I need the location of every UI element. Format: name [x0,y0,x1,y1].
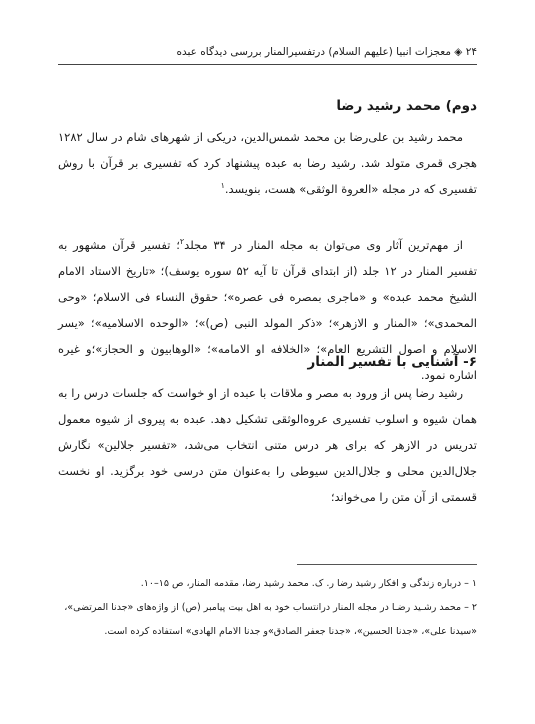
footnote: ۱ – درباره زندگی و افکار رشید رضا ر. ک. محمد رشید رضا، مقدمه المنار، ص ۱۵–۱۰. [140,578,477,589]
header-rule [58,64,477,65]
paragraph: رشید رضا پس از ورود به مصر و ملاقات با عبده از او خواست که جلسات درس را به همان شیوه و اسلوب تفسیری عروه‌الوثقی تشکیل دهد. عبده به پیروی از شیوه معمول تدریس در الازهر که برای هر درس متنی انتخاب می‌شد، «تفسیر جلالین» نگارش جلال‌الدین محلی و جلال‌الدین سیوطی را به‌عنوان متن درسی خود برگزید. او نخست قسمتی از آن متن را می‌خواند؛ [58,386,477,504]
footnote: ۲ – محمد رشـید رضـا در مجله المنار درانتساب خود به اهل بیت پیامبر (ص) از واژه‌های «جدنا المرتضی»، [64,602,477,613]
paragraph-text: ؛ تفسیر قرآن مشهور به تفسیر المنار در ۱۲ جلد (از ابتدای قرآن تا آیه ۵۲ سوره یوسف)؛ «تاریخ الاستاد الامام الشیخ محمد عبده» و «ماجری بمصره فی عصره»؛ حقوق النساء فی الاسلام؛ «وحی المحمدی»؛ «المنار و الازهر»؛ «ذکر المولد النبی (ص)»؛ «الوحده الاسلامیه»؛ «یسر الاسلام و اصول التشریع العام»؛ «الخلافه او الامامه»؛ «الوهابیون و الحجاز»؛و غیره اشاره نمود. [58,238,478,382]
section-tafsir-almanar [58,352,477,510]
footnote-marker: ۱ [220,181,225,191]
running-header: ۲۴ ◈ معجزات انبیا (علیهم السلام) درتفسیرالمنار بررسی دیدگاه عبده [176,46,477,58]
footnotes [58,572,477,644]
section-heading: ۶- آشنایی با تفسیر المنار [307,354,477,370]
paragraph-text: محمد رشید بن علی‌رضا بن محمد شمس‌الدین، دریکی از شهرهای شام در سال ۱۲۸۲ هجری قمری متولد شد. رشید رضا به عبده پیشنهاد کرد که تفسیری بر قرآن با روش تفسیری که در مجله «العروة الوثقی» هست، بنویسد. [58,130,477,196]
footnote: «سیدنا علی»، «جدنا الحسین»، «جدنا جعفر الصادق»و جدنا الامام الهادی» استفاده کرده است. [104,626,477,637]
section-heading: دوم) محمد رشید رضا [336,98,477,114]
footnote-marker: ۲ [179,237,185,247]
section-rashid-rida [58,96,477,202]
footnote-rule [297,564,477,565]
paragraph-text: از مهم‌ترین آثار وی می‌توان به مجله المنار در ۳۴ مجلد [184,238,463,252]
paragraph [58,124,477,202]
